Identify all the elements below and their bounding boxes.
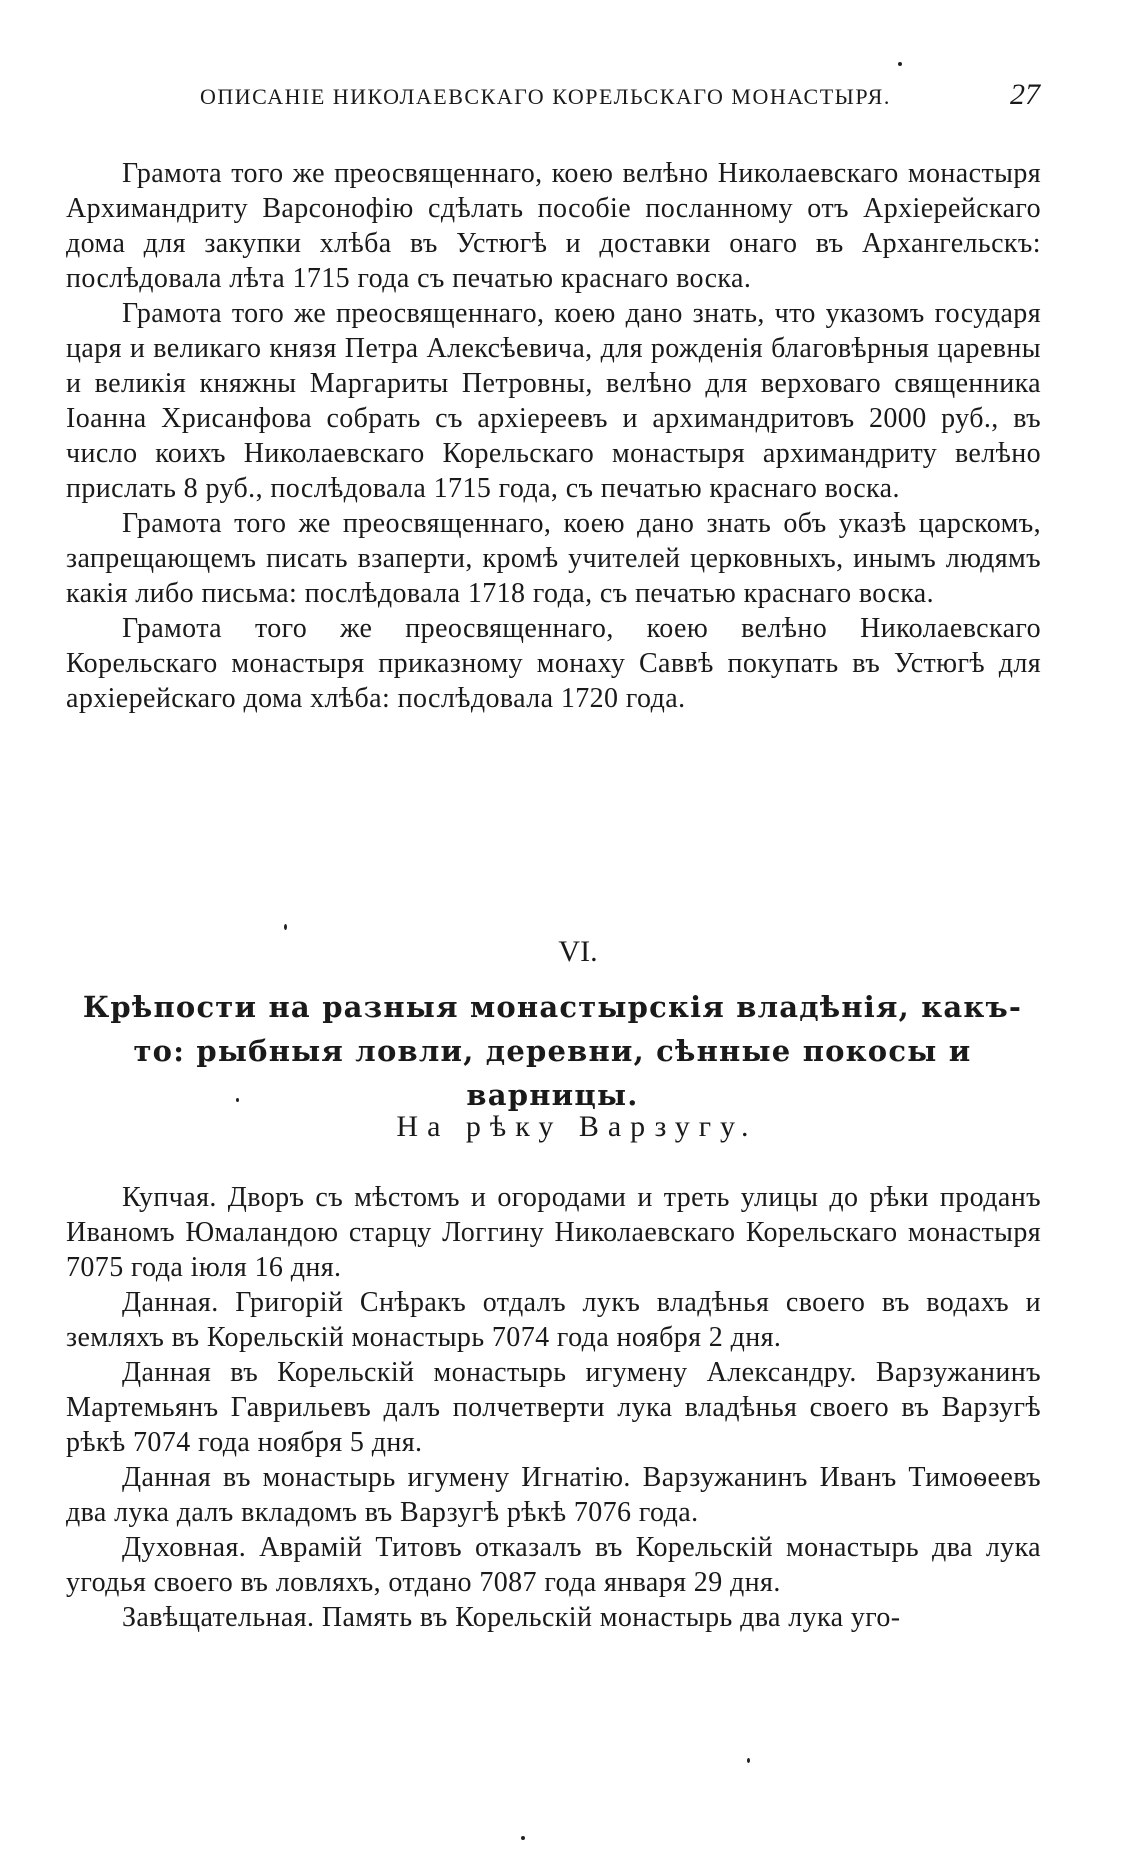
paragraph-dannaya-1: Данная. Григорій Снѣракъ отдалъ лукъ владѣнья своего въ водахъ и земляхъ въ Корельскій монастырь 7074 года ноября 2 дня.: [66, 1287, 1041, 1353]
paragraph-zaveshchatelnaya: Завѣщательная. Память въ Корельскій монастырь два лука уго-: [122, 1602, 901, 1633]
paragraph-gramota-1: Грамота того же преосвященнаго, коею велѣно Николаевскаго монастыря Архимандриту Варсонофію сдѣлать пособіе посланному отъ Архіерейскаго дома для закупки хлѣба въ Устюгѣ и доставки онаго въ Архангельскъ: послѣдовала лѣта 1715 года съ печатью краснаго воска.: [66, 158, 1041, 294]
running-head: [200, 78, 1040, 118]
print-speck: [521, 1836, 525, 1840]
print-speck: [284, 924, 287, 930]
section-heading: Крѣпости на разныя монастырскія владѣнія, какъ-то: рыбныя ловли, деревни, сѣнные покосы и варницы.: [82, 990, 1023, 1112]
running-title: ОПИСАНІЕ НИКОЛАЕВСКАГО КОРЕЛЬСКАГО МОНАСТЫРЯ.: [200, 84, 891, 109]
paragraph-kupchaya: Купчая. Дворъ съ мѣстомъ и огородами и треть улицы до рѣки проданъ Иваномъ Юмаландою старцу Логгину Николаевскаго Корельскаго монастыря 7075 года іюля 16 дня.: [66, 1182, 1041, 1283]
print-speck: [898, 62, 902, 66]
paragraph-dannaya-3: Данная въ монастырь игумену Игнатію. Варзужанинъ Иванъ Тимоѳеевъ два лука далъ вкладомъ въ Варзугѣ рѣкѣ 7076 года.: [66, 1462, 1041, 1528]
print-speck: [236, 1098, 239, 1102]
section-number: VI.: [558, 935, 598, 968]
paragraph-gramota-4: Грамота того же преосвященнаго, коею велѣно Николаевскаго Корельскаго монастыря приказному монаху Саввѣ покупать въ Устюгѣ для архіерейскаго дома хлѣба: послѣдовала 1720 года.: [66, 613, 1041, 714]
text-block-bottom: [66, 1180, 1041, 1635]
print-speck: [747, 1758, 750, 1763]
section-subheading: На рѣку Варзугу.: [396, 1110, 758, 1143]
text-block-top: [66, 156, 1041, 716]
page-number: 27: [1010, 78, 1040, 111]
paragraph-dannaya-2: Данная въ Корельскій монастырь игумену Александру. Варзужанинъ Мартемьянъ Гаврильевъ далъ полчетверти лука владѣнья своего въ Варзугѣ рѣкѣ 7074 года ноября 5 дня.: [66, 1357, 1041, 1458]
paragraph-dukhovnaya: Духовная. Аврамій Титовъ отказалъ въ Корельскій монастырь два лука угодья своего въ ловляхъ, отдано 7087 года января 29 дня.: [66, 1532, 1041, 1598]
paragraph-gramota-2: Грамота того же преосвященнаго, коею дано знать, что указомъ государя царя и великаго князя Петра Алексѣевича, для рожденія благовѣрныя царевны и великія княжны Маргариты Петровны, велѣно для верховаго священника Іоанна Хрисанфова собрать съ архіереевъ и архимандритовъ 2000 руб., въ число коихъ Николаевскаго Корельскаго монастыря архимандриту велѣно прислать 8 руб., послѣдовала 1715 года, съ печатью краснаго воска.: [66, 298, 1041, 504]
paragraph-gramota-3: Грамота того же преосвященнаго, коею дано знать объ указѣ царскомъ, запрещающемъ писать взаперти, кромѣ учителей церковныхъ, инымъ людямъ какія либо письма: послѣдовала 1718 года, съ печатью краснаго воска.: [66, 508, 1041, 609]
